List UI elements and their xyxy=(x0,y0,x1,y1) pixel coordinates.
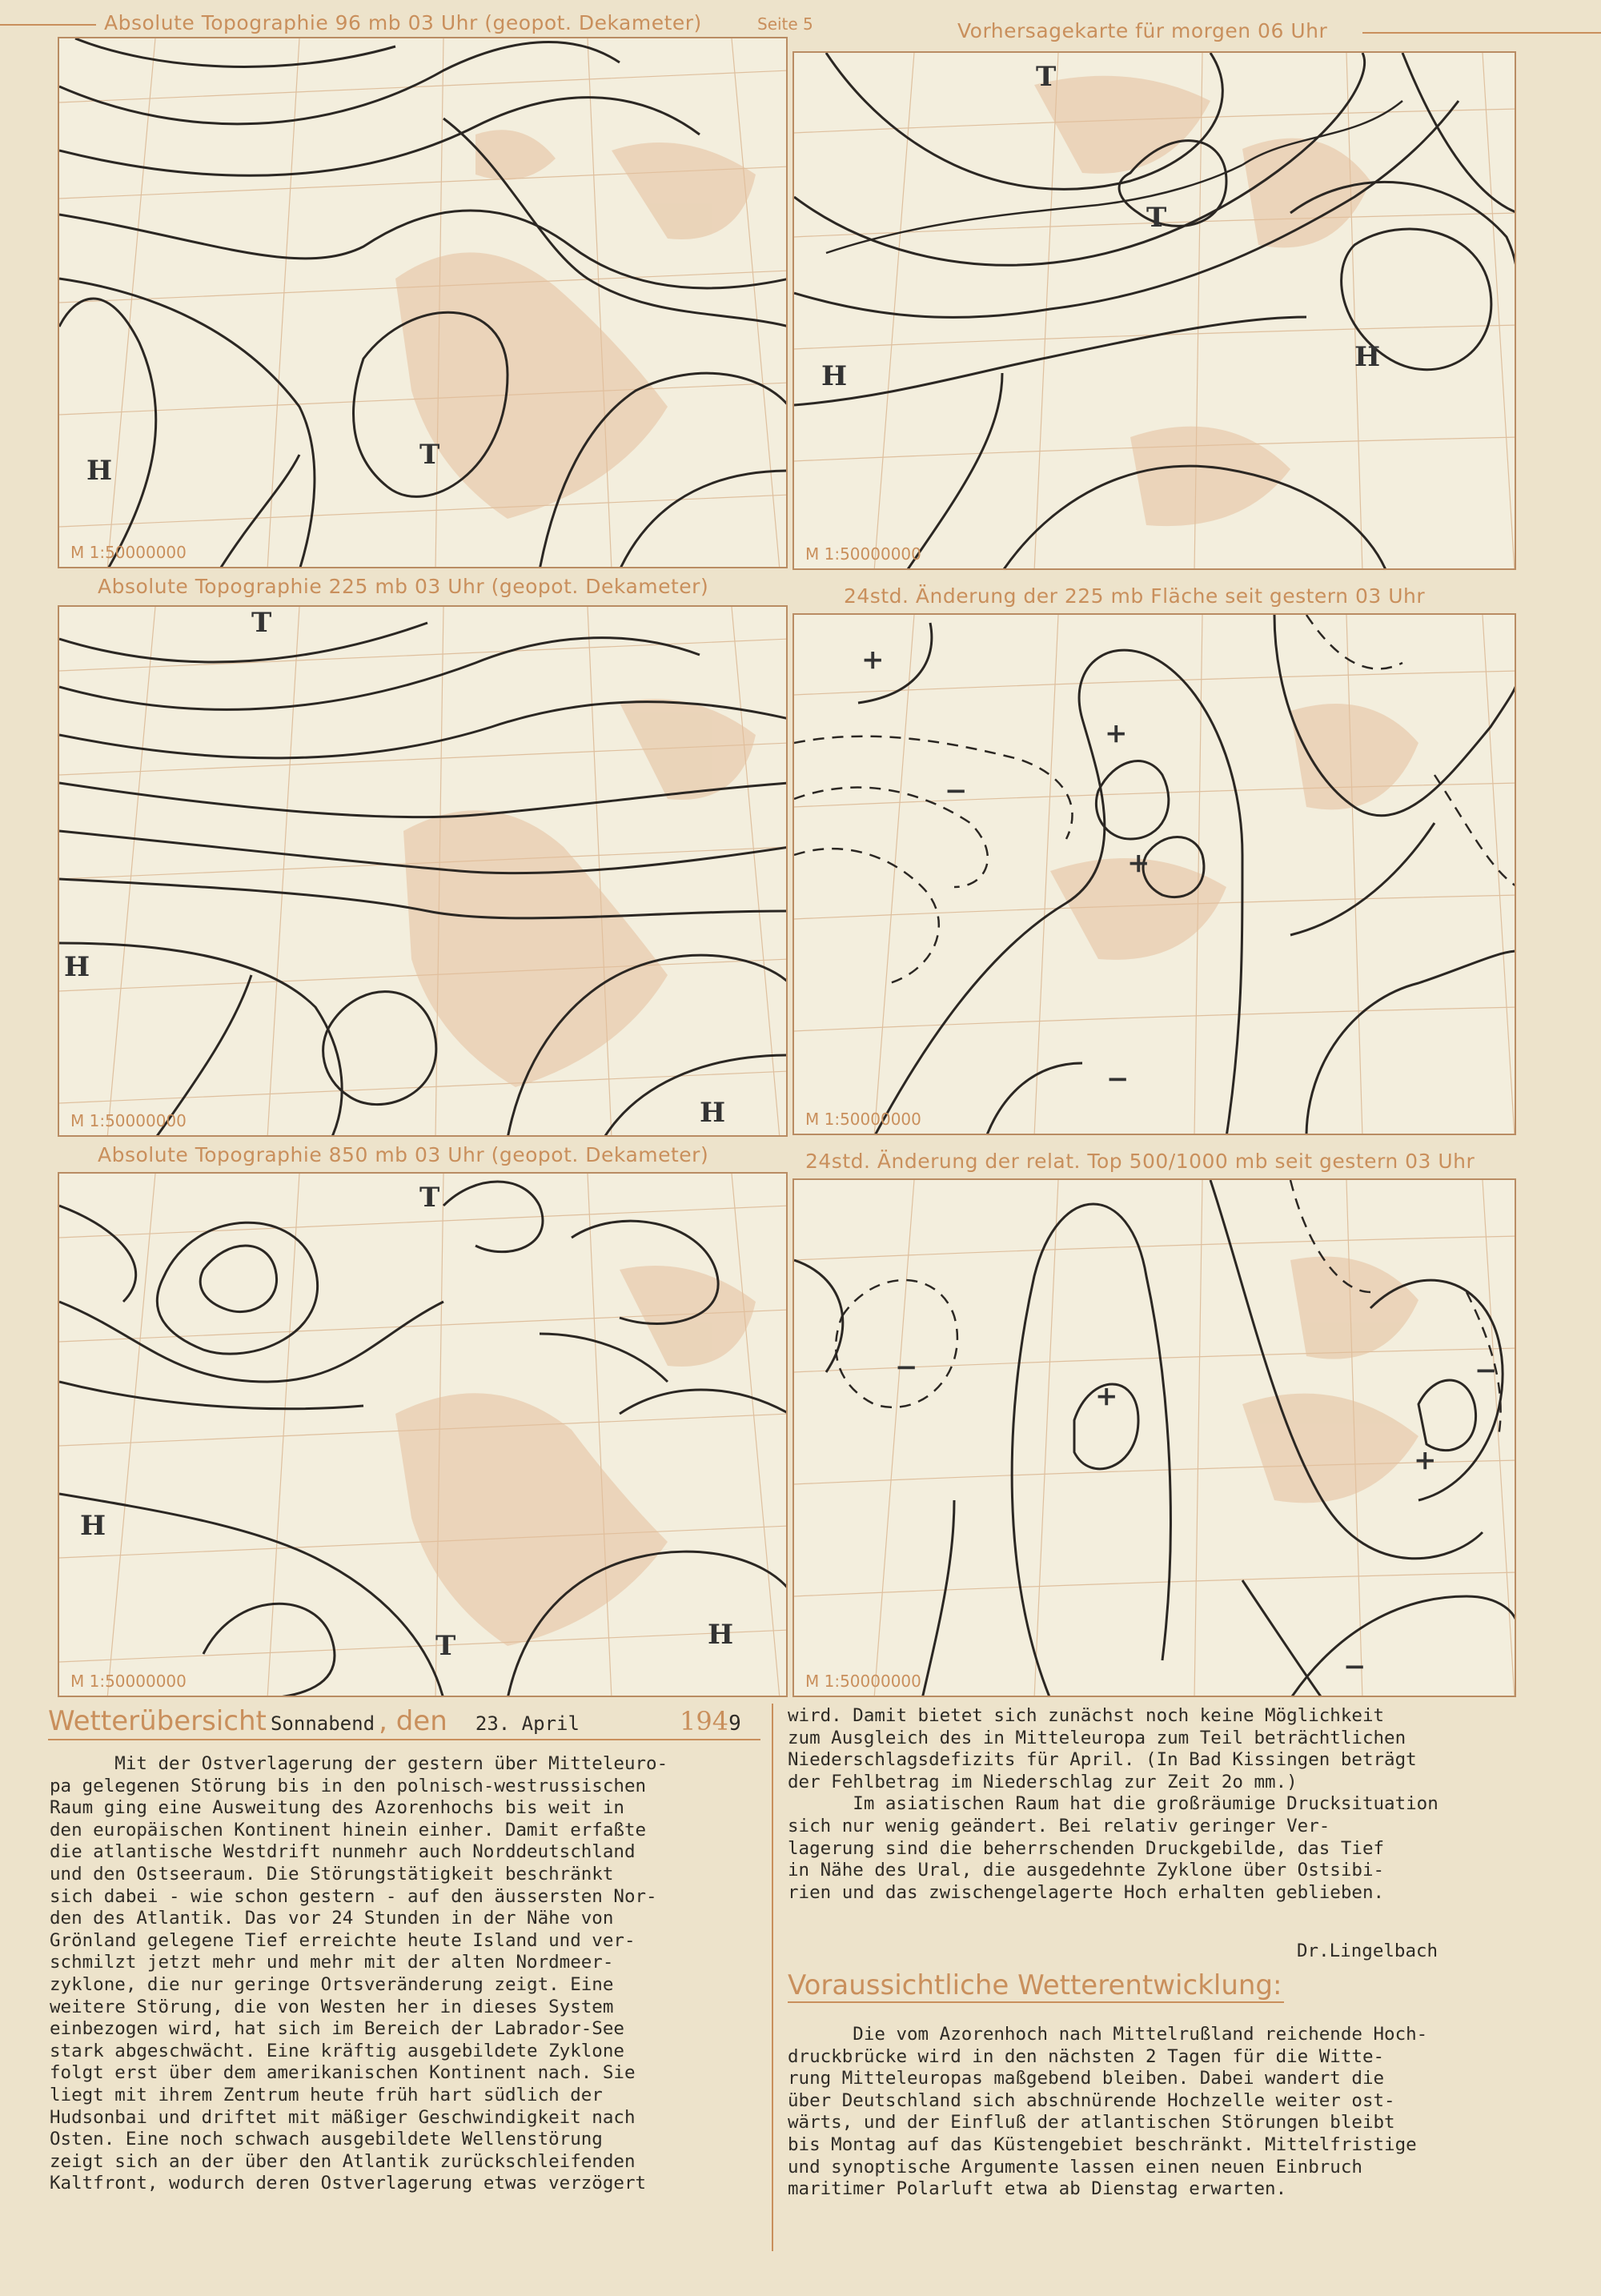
forecast-title: Voraussichtliche Wetterentwicklung: xyxy=(788,1969,1282,2001)
map-relative-topography-change xyxy=(792,1178,1516,1697)
rise-label: + xyxy=(1127,847,1150,879)
high-pressure-label: H xyxy=(86,455,113,487)
isoline-chart xyxy=(794,615,1516,1135)
map-225mb xyxy=(58,605,788,1137)
isoline-chart xyxy=(794,1180,1516,1697)
overview-text-col1: Mit der Ostverlagerung der gestern über Mitteleuro- pa gelegenen Störung bis in den polnisch-westrussischen Raum ging eine Ausweitung des Azorenhochs bis weit in den europäischen Kontinent hinein einher. Damit erfaßte die atlantische Westdrift nunmehr auch Norddeutschland und den Ostseeraum. Die Störungstätigkeit beschränkt sich dabei - wie schon gestern - auf den äussersten Nor- den des Atlantik. Das vor 24 Stunden in der Nähe von Grönland gelegene Tief erreichte heute Island und ver- schmilzt jetzt mehr und mehr mit der alten Nordmeer- zyklone, die nur geringe Ortsveränderung zeigt. Eine weitere Störung, die von Westen her in dieses System einbezogen wird, hat sich im Bereich der Labrador-See stark abgeschwächt. Eine kräftig ausgebildete Zyklone folgt erst über dem amerikanischen Kontinent nach. Sie liegt mit ihrem Zentrum heute früh hart südlich der Hudsonbai und driftet mit mäßiger Geschwindigkeit nach Osten. Eine noch schwach ausgebildete Wellenstörung zeigt sich an der über den Atlantik zurückschleifenden Kaltfront, wodurch deren Ostverlagerung etwas verzögert xyxy=(50,1753,668,2194)
isoline-chart xyxy=(59,607,788,1137)
page-number: Seite 5 xyxy=(757,14,813,34)
isobar-chart xyxy=(794,53,1516,570)
map3-caption: Absolute Topographie 225 mb 03 Uhr (geopot. Dekameter) xyxy=(98,575,709,598)
overview-date: 23. April xyxy=(475,1712,580,1735)
overview-author: Dr.Lingelbach xyxy=(1297,1941,1438,1961)
rise-label: + xyxy=(861,644,885,676)
high-pressure-label: H xyxy=(821,360,848,392)
fall-label: − xyxy=(1475,1355,1498,1387)
fall-label: − xyxy=(895,1351,918,1383)
map6-caption: 24std. Änderung der relat. Top 500/1000 mb seit gestern 03 Uhr xyxy=(805,1150,1475,1173)
map-225mb-change xyxy=(792,613,1516,1135)
overview-weekday: Sonnabend xyxy=(270,1712,375,1735)
isoline-chart xyxy=(59,1174,788,1697)
fall-label: − xyxy=(1343,1651,1366,1683)
map2-caption: Vorhersagekarte für morgen 06 Uhr xyxy=(957,19,1328,42)
low-pressure-label: T xyxy=(1146,202,1167,234)
isoline-chart xyxy=(59,38,788,568)
overview-underline xyxy=(48,1739,760,1740)
overview-den: , den xyxy=(379,1705,447,1737)
overview-heading xyxy=(48,1705,741,1737)
overview-year-digit: 9 xyxy=(728,1712,741,1736)
high-pressure-label: H xyxy=(1354,341,1381,373)
map-scale: M 1:50000000 xyxy=(70,1111,187,1130)
map-scale: M 1:50000000 xyxy=(805,1672,921,1691)
high-pressure-label: H xyxy=(80,1510,106,1542)
rise-label: + xyxy=(1105,717,1128,749)
map-forecast xyxy=(792,51,1516,570)
caption-rule xyxy=(1362,32,1601,34)
fall-label: − xyxy=(945,775,968,807)
rise-label: + xyxy=(1414,1444,1437,1476)
low-pressure-label: T xyxy=(251,607,272,639)
map-scale: M 1:50000000 xyxy=(70,543,187,562)
low-pressure-label: T xyxy=(435,1630,456,1662)
high-pressure-label: H xyxy=(700,1097,726,1129)
caption-rule xyxy=(0,24,96,26)
map4-caption: 24std. Änderung der 225 mb Fläche seit gestern 03 Uhr xyxy=(844,584,1426,608)
overview-text-col2: wird. Damit bietet sich zunächst noch keine Möglichkeit zum Ausgleich des in Mitteleuropa zum Teil beträchtlichen Niederschlagsdefizits für April. (In Bad Kissingen beträgt der Fehlbetrag im Niederschlag zur Zeit 2o mm.) Im asiatischen Raum hat die großräumige Drucksituation sich nur wenig geändert. Bei relativ geringer Ver- lagerung sind die beherrschenden Druckgebilde, das Tief in Nähe des Ural, die ausgedehnte Zyklone über Ostsibi- rien und das zwischengelagerte Hoch erhalten geblieben. xyxy=(788,1705,1438,1903)
map1-caption: Absolute Topographie 96 mb 03 Uhr (geopot. Dekameter) xyxy=(104,11,702,34)
low-pressure-label: T xyxy=(1036,61,1057,93)
high-pressure-label: H xyxy=(708,1619,734,1651)
forecast-underline xyxy=(788,2001,1284,2003)
column-divider xyxy=(772,1704,773,2251)
low-pressure-label: T xyxy=(419,439,440,471)
map5-caption: Absolute Topographie 850 mb 03 Uhr (geopot. Dekameter) xyxy=(98,1143,709,1166)
map-scale: M 1:50000000 xyxy=(805,1110,921,1129)
forecast-text: Die vom Azorenhoch nach Mittelrußland reichende Hoch- druckbrücke wird in den nächsten 2 Tagen für die Witte- rung Mitteleuropas maßgebend bleiben. Dabei wandert die über Deutschland sich abschnürende Hochzelle weiter ost- wärts, und der Einfluß der atlantischen Störungen bleibt bis Montag auf das Küstengebiet beschränkt. Mittelfristige und synoptische Argumente lassen einen neuen Einbruch maritimer Polarluft etwa ab Dienstag erwarten. xyxy=(788,2024,1428,2200)
rise-label: + xyxy=(1095,1380,1118,1412)
map-850mb xyxy=(58,1172,788,1697)
overview-title: Wetterübersicht xyxy=(48,1705,267,1737)
map-scale: M 1:50000000 xyxy=(70,1672,187,1691)
fall-label: − xyxy=(1106,1063,1130,1095)
high-pressure-label: H xyxy=(64,951,90,983)
map-scale: M 1:50000000 xyxy=(805,544,921,564)
low-pressure-label: T xyxy=(419,1182,440,1214)
overview-year: 194 xyxy=(680,1706,729,1736)
map-96mb xyxy=(58,37,788,568)
